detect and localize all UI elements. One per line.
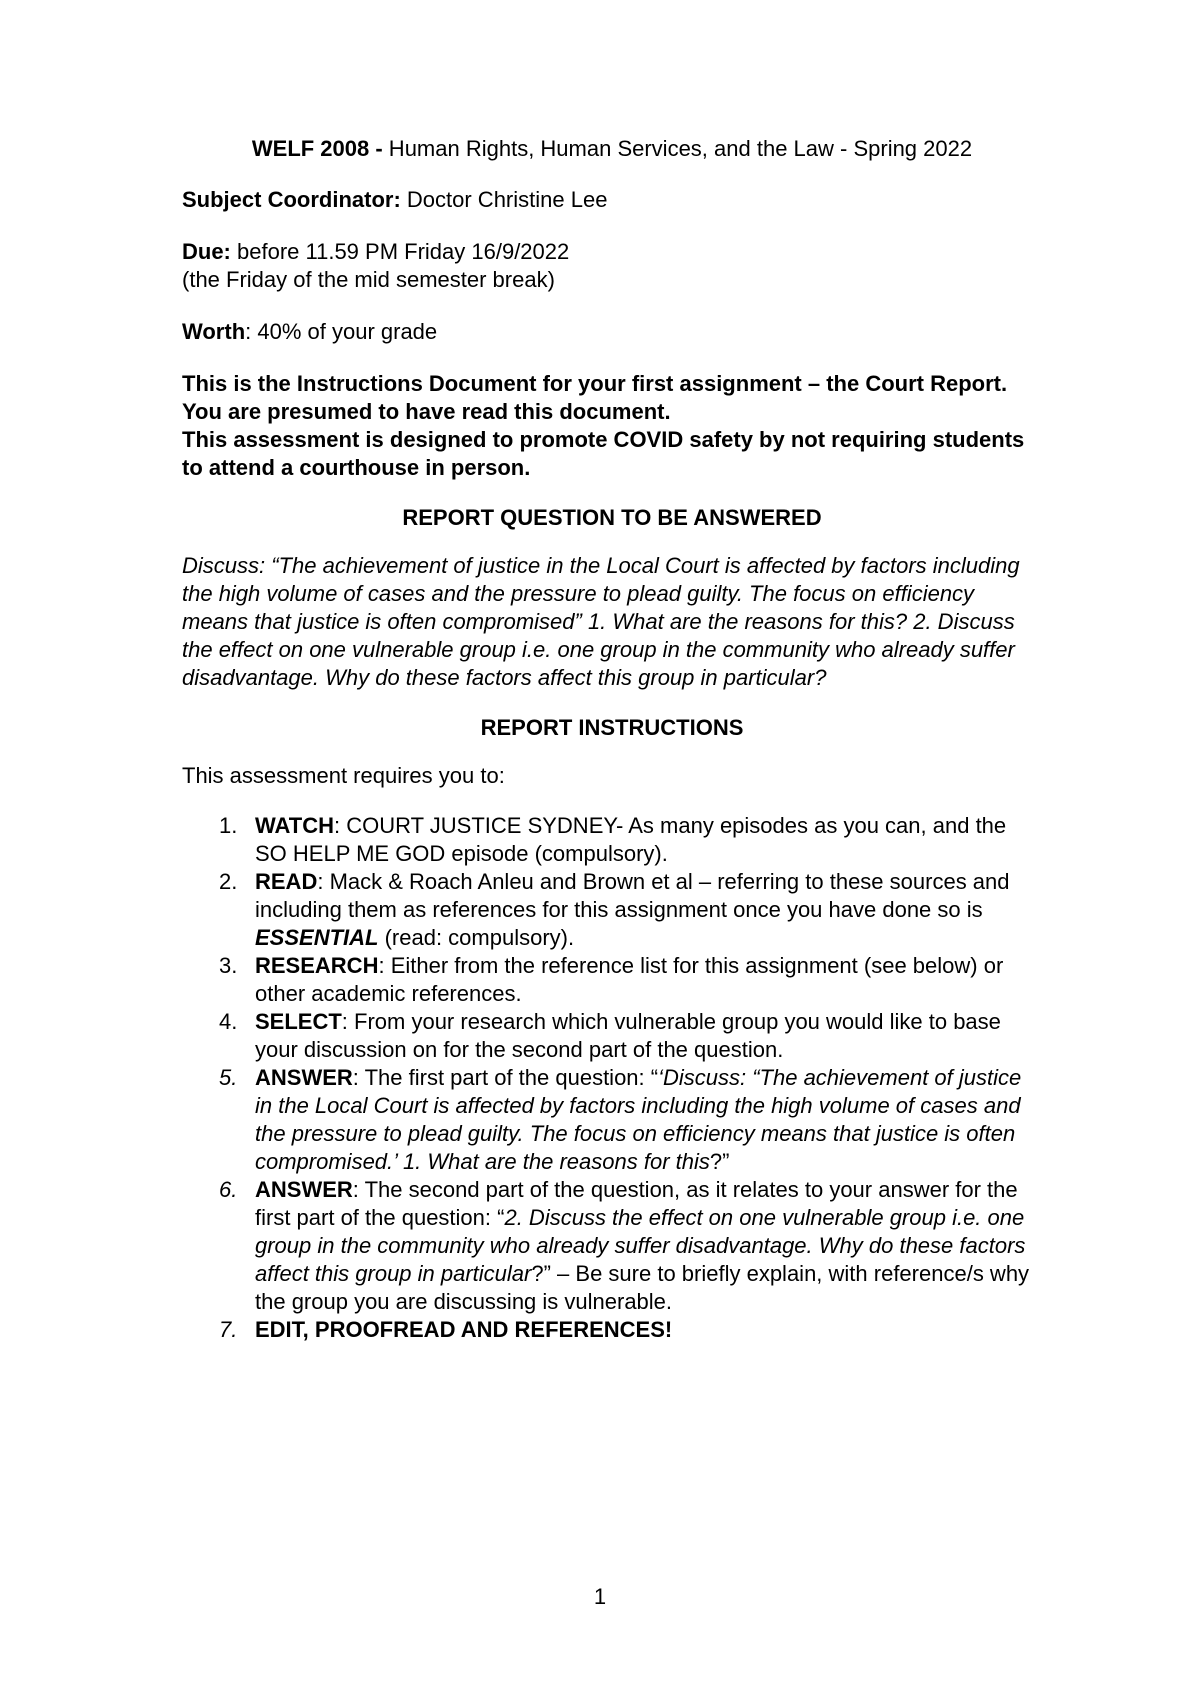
document-body xyxy=(182,135,1042,1344)
question-heading: REPORT QUESTION TO BE ANSWERED xyxy=(402,505,822,530)
step-quoted-question: 2. Discuss the effect on one vulnerable group i.e. one group in the community who already suffer disadvantage. Why do these factors affect this group in particular xyxy=(255,1205,1026,1286)
instruction-steps xyxy=(182,812,1042,1344)
step-label: WATCH xyxy=(255,813,335,838)
step-label: ANSWER xyxy=(255,1065,353,1090)
step-text: : From your research which vulnerable group you would like to base your discussion on for the second part of the question. xyxy=(255,1009,1001,1062)
step-select xyxy=(182,1008,1042,1064)
step-text-end: ?” – Be sure to briefly explain, with reference/s why the group you are discussing is vulnerable. xyxy=(255,1261,1030,1314)
instructions-heading: REPORT INSTRUCTIONS xyxy=(480,715,744,740)
step-answer-first xyxy=(182,1064,1042,1176)
step-watch xyxy=(182,812,1042,868)
instructions-intro: This assessment requires you to: xyxy=(182,763,505,788)
step-research xyxy=(182,952,1042,1008)
step-text: : Mack & Roach Anleu and Brown et al – referring to these sources and including them as references for this assignment once you have done so is xyxy=(255,869,1010,922)
coordinator-line xyxy=(182,186,1042,214)
step-label: EDIT, PROOFREAD AND REFERENCES! xyxy=(255,1317,673,1342)
step-number: 2. xyxy=(219,869,238,894)
worth-line xyxy=(182,318,1042,346)
step-text: : COURT JUSTICE SYDNEY- As many episodes as you can, and the SO HELP ME GOD episode (compulsory). xyxy=(255,813,1007,866)
notice-line-2: This assessment is designed to promote COVID safety by not requiring students to attend a courthouse in person. xyxy=(182,427,1025,480)
step-number: 3. xyxy=(219,953,238,978)
course-title-line xyxy=(182,135,1042,163)
course-code: WELF 2008 - xyxy=(251,136,383,161)
step-number: 5. xyxy=(219,1065,238,1090)
report-question: Discuss: “The achievement of justice in the Local Court is affected by factors including the high volume of cases and the pressure to plead guilty. The focus on efficiency means that justice is often compromised” 1. What are the reasons for this? 2. Discuss the effect on one vulnerable group i.e. one group in the community who already suffer disadvantage. Why do these factors affect this group in particular? xyxy=(182,553,1020,690)
step-text: : The second part of the question, as it relates to your answer for the first part of the question: “ xyxy=(255,1177,1018,1230)
coordinator-label: Subject Coordinator: xyxy=(182,187,401,212)
step-text-end: ?” xyxy=(709,1149,730,1174)
step-read xyxy=(182,868,1042,952)
step-label: ANSWER xyxy=(255,1177,353,1202)
due-line xyxy=(182,238,1042,266)
notice-line-1: This is the Instructions Document for your first assignment – the Court Report. You are presumed to have read this document. xyxy=(182,371,1008,424)
step-edit xyxy=(182,1316,1042,1344)
step-text-end: (read: compulsory). xyxy=(378,925,575,950)
worth-label: Worth xyxy=(182,319,246,344)
step-quoted-question: ‘Discuss: “The achievement of justice in the Local Court is affected by factors including the high volume of cases and the pressure to plead guilty. The focus on efficiency means that justice is often compromised.’ 1. What are the reasons for this xyxy=(255,1065,1022,1174)
step-label: RESEARCH xyxy=(255,953,379,978)
worth-value: : 40% of your grade xyxy=(245,319,438,344)
step-number: 1. xyxy=(219,813,238,838)
due-label: Due: xyxy=(182,239,231,264)
due-note: (the Friday of the mid semester break) xyxy=(182,267,555,292)
assignment-notice xyxy=(182,370,1042,482)
step-label: READ xyxy=(255,869,318,894)
page-number: 1 xyxy=(593,1584,607,1609)
due-value: before 11.59 PM Friday 16/9/2022 xyxy=(230,239,570,264)
step-number: 4. xyxy=(219,1009,238,1034)
coordinator-value: Doctor Christine Lee xyxy=(400,187,608,212)
step-label: SELECT xyxy=(255,1009,342,1034)
step-text: : Either from the reference list for this assignment (see below) or other academic references. xyxy=(255,953,1004,1006)
step-emphasis: ESSENTIAL xyxy=(255,925,379,950)
step-answer-second xyxy=(182,1176,1042,1316)
step-number: 6. xyxy=(219,1177,238,1202)
course-title: Human Rights, Human Services, and the Law - Spring 2022 xyxy=(382,136,973,161)
step-number: 7. xyxy=(219,1317,238,1342)
step-text: : The first part of the question: “ xyxy=(352,1065,659,1090)
